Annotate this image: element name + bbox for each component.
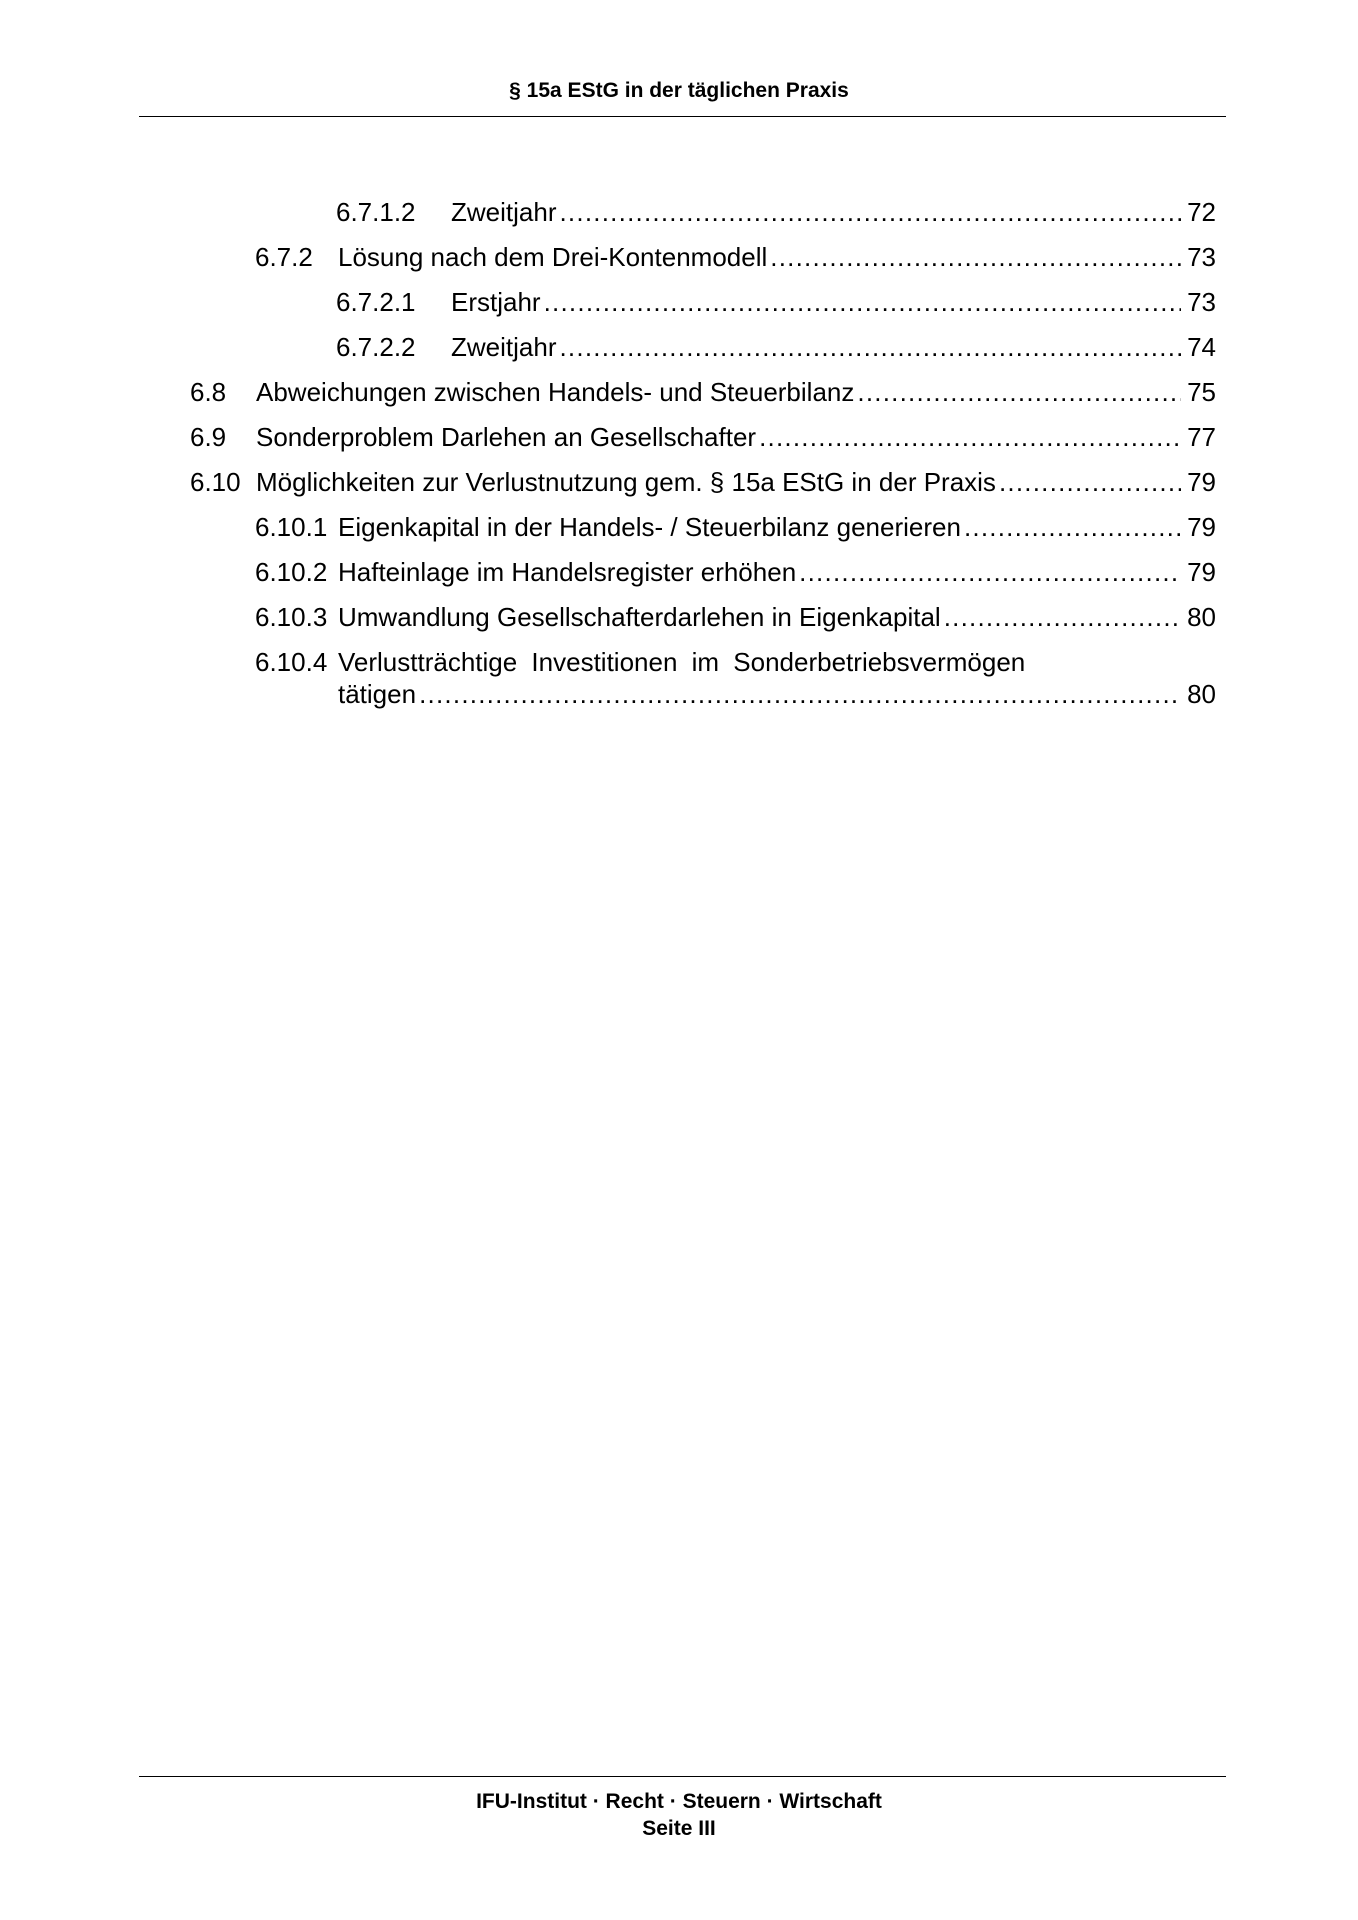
toc-entry[interactable] xyxy=(336,330,1216,364)
toc-leader-dots xyxy=(556,330,1181,364)
toc-entry[interactable] xyxy=(255,645,1216,715)
toc-entry[interactable] xyxy=(190,465,1216,499)
header-divider xyxy=(139,116,1226,117)
toc-leader-dots xyxy=(941,600,1181,634)
toc-entry-title: Umwandlung Gesellschafterdarlehen in Eigenkapital xyxy=(338,602,941,632)
toc-entry-title: Lösung nach dem Drei-Kontenmodell xyxy=(338,242,768,272)
toc-entry-page: 72 xyxy=(1187,197,1216,227)
toc-entry-number: 6.10 xyxy=(190,467,241,497)
toc-entry-number: 6.9 xyxy=(190,422,227,452)
toc-entry[interactable] xyxy=(336,285,1216,319)
toc-entry-page: 79 xyxy=(1187,557,1216,587)
toc-entry-title: Hafteinlage im Handelsregister erhöhen xyxy=(338,557,797,587)
toc-entry-title: Erstjahr xyxy=(451,287,541,317)
toc-entry[interactable] xyxy=(190,420,1216,454)
toc-entry-number: 6.7.2.2 xyxy=(336,332,416,362)
toc-entry-number: 6.7.2 xyxy=(255,242,313,272)
toc-entry[interactable] xyxy=(255,510,1216,544)
toc-entry-number: 6.7.2.1 xyxy=(336,287,416,317)
toc-entry[interactable] xyxy=(255,240,1216,274)
toc-entry-number: 6.8 xyxy=(190,377,227,407)
toc-entry-title-line1: Verlustträchtige Investitionen im Sonderbetriebsvermögen xyxy=(338,647,1026,677)
toc-entry-page: 80 xyxy=(1187,602,1216,632)
toc-entry-number: 6.10.3 xyxy=(255,602,328,632)
toc-entry-page: 77 xyxy=(1187,422,1216,452)
toc-entry-number: 6.10.2 xyxy=(255,557,328,587)
footer-divider xyxy=(139,1776,1226,1777)
toc-leader-dots xyxy=(541,285,1182,319)
footer-page-number: Seite III xyxy=(642,1817,716,1840)
toc-entry-title-line2: tätigen xyxy=(338,679,417,709)
toc-leader-dots xyxy=(796,555,1181,589)
toc-entry-title: Möglichkeiten zur Verlustnutzung gem. § 15a EStG in der Praxis xyxy=(256,467,996,497)
toc-leader-dots xyxy=(854,375,1181,409)
toc-entry[interactable] xyxy=(336,195,1216,229)
toc-entry-page: 73 xyxy=(1187,287,1216,317)
toc-entry[interactable] xyxy=(190,375,1216,409)
toc-leader-dots xyxy=(767,240,1181,274)
toc-leader-dots xyxy=(416,677,1181,711)
toc-entry-page: 73 xyxy=(1187,242,1216,272)
toc-entry-number: 6.7.1.2 xyxy=(336,197,416,227)
toc-leader-dots xyxy=(556,195,1181,229)
toc-entry-number: 6.10.4 xyxy=(255,647,328,677)
toc-entry-title: Sonderproblem Darlehen an Gesellschafter xyxy=(256,422,757,452)
toc-entry[interactable] xyxy=(255,555,1216,589)
toc-entry-title: Zweitjahr xyxy=(451,332,557,362)
toc-entry[interactable] xyxy=(255,600,1216,634)
toc-entry-page: 79 xyxy=(1187,512,1216,542)
toc-entry-page: 74 xyxy=(1187,332,1216,362)
running-header: § 15a EStG in der täglichen Praxis xyxy=(509,79,849,102)
toc-entry-title: Abweichungen zwischen Handels- und Steuerbilanz xyxy=(256,377,855,407)
footer-institute: IFU-Institut · Recht · Steuern · Wirtschaft xyxy=(476,1790,882,1813)
toc-entry-page: 79 xyxy=(1187,467,1216,497)
toc-leader-dots xyxy=(996,465,1181,499)
toc-entry-page: 75 xyxy=(1187,377,1216,407)
toc-leader-dots xyxy=(756,420,1181,454)
toc-leader-dots xyxy=(961,510,1181,544)
toc-entry-title: Zweitjahr xyxy=(451,197,557,227)
toc-entry-page: 80 xyxy=(1187,679,1216,709)
toc-entry-number: 6.10.1 xyxy=(255,512,328,542)
toc-entry-title: Eigenkapital in der Handels- / Steuerbilanz generieren xyxy=(338,512,961,542)
